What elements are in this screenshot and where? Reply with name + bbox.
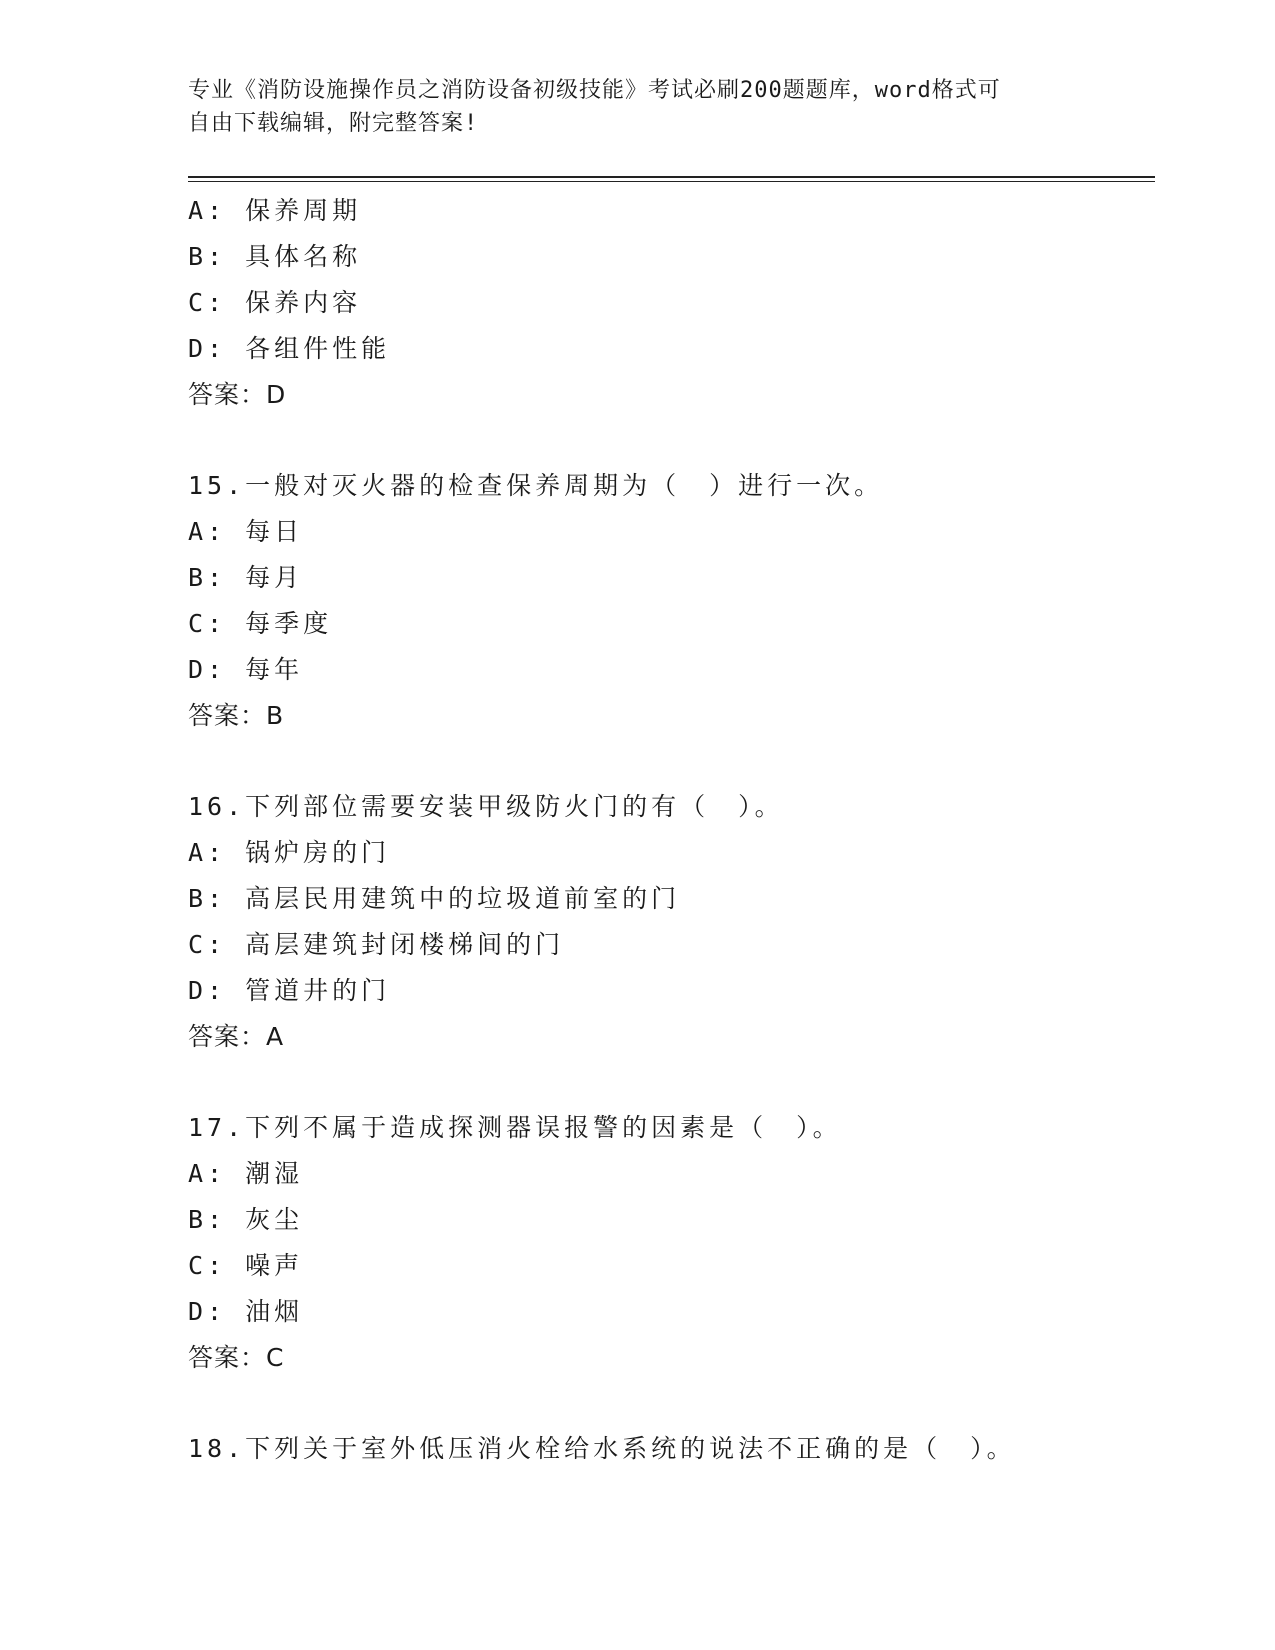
answer: 答案：C xyxy=(188,1343,285,1372)
question-stem: 17.下列不属于造成探测器误报警的因素是（ ）。 xyxy=(188,1113,842,1142)
option-b: B: 每月 xyxy=(188,563,304,592)
question-17 xyxy=(188,1105,1148,1381)
option-a: A: 每日 xyxy=(188,517,304,546)
option-c: C: 高层建筑封闭楼梯间的门 xyxy=(188,930,565,959)
option-d: D: 管道井的门 xyxy=(188,976,391,1005)
option-a: A: 锅炉房的门 xyxy=(188,838,391,867)
option-a: A: 潮湿 xyxy=(188,1159,304,1188)
option-c: C: 每季度 xyxy=(188,609,333,638)
answer: 答案：A xyxy=(188,1022,285,1051)
document-header xyxy=(188,74,1068,140)
header-rule-thin xyxy=(188,181,1155,182)
question-18 xyxy=(188,1426,1148,1472)
header-rule-thick xyxy=(188,176,1155,178)
header-line-2: 自由下载编辑，附完整答案! xyxy=(188,111,479,136)
question-stem: 16.下列部位需要安装甲级防火门的有（ ）。 xyxy=(188,792,784,821)
option-d: D: 各组件性能 xyxy=(188,334,391,363)
question-16 xyxy=(188,784,1148,1060)
question-15 xyxy=(188,463,1148,739)
question-stem: 18.下列关于室外低压消火栓给水系统的说法不正确的是（ ）。 xyxy=(188,1434,1016,1463)
question-stem: 15.一般对灭火器的检查保养周期为（ ）进行一次。 xyxy=(188,471,884,500)
option-a: A: 保养周期 xyxy=(188,196,362,225)
answer: 答案：B xyxy=(188,701,285,730)
option-d: D: 油烟 xyxy=(188,1297,304,1326)
option-c: C: 噪声 xyxy=(188,1251,304,1280)
option-d: D: 每年 xyxy=(188,655,304,684)
option-c: C: 保养内容 xyxy=(188,288,362,317)
option-b: B: 灰尘 xyxy=(188,1205,304,1234)
question-14-tail xyxy=(188,188,1148,418)
answer: 答案：D xyxy=(188,380,287,409)
option-b: B: 高层民用建筑中的垃圾道前室的门 xyxy=(188,884,681,913)
option-b: B: 具体名称 xyxy=(188,242,362,271)
header-line-1: 专业《消防设施操作员之消防设备初级技能》考试必刷200题题库，word格式可 xyxy=(188,78,1001,103)
question-list xyxy=(188,188,1148,1472)
